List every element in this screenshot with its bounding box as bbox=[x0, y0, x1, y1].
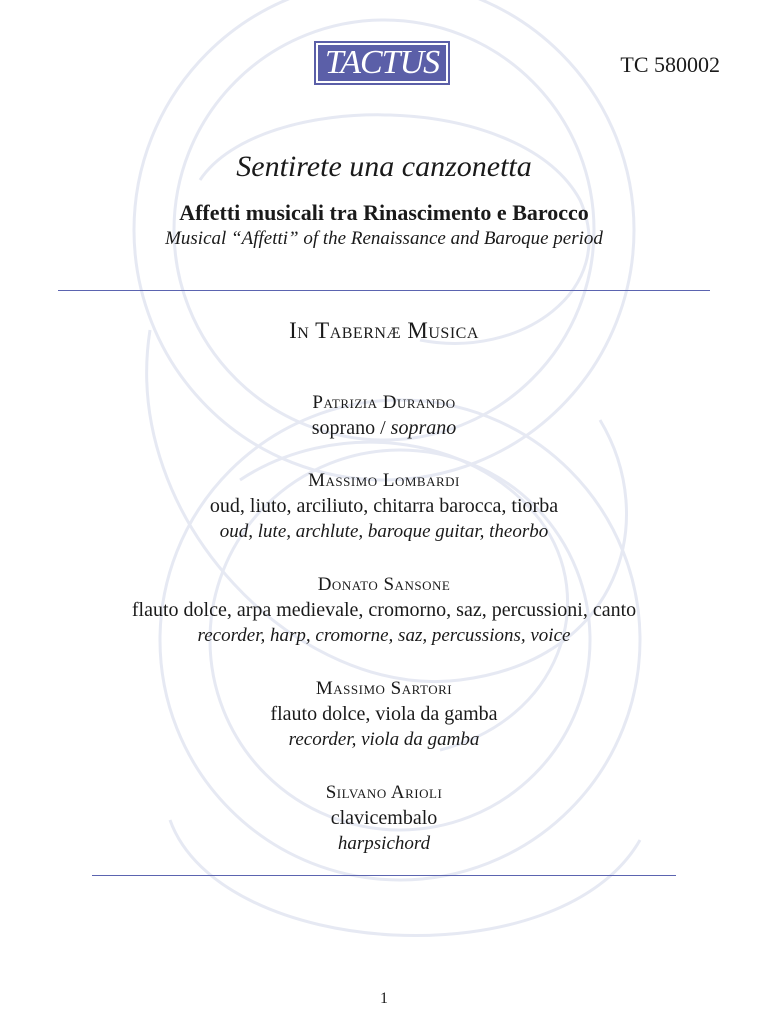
album-subtitle-english: Musical “Affetti” of the Renaissance and Baroque period bbox=[165, 228, 603, 249]
top-divider bbox=[58, 290, 710, 291]
album-title: Sentirete una canzonetta bbox=[236, 150, 532, 183]
performer-name: Massimo Lombardi bbox=[308, 470, 460, 491]
performer-instruments-italian: flauto dolce, arpa medievale, cromorno, saz, percussioni, canto bbox=[131, 599, 637, 621]
performer-name: Donato Sansone bbox=[317, 574, 451, 595]
bottom-divider bbox=[92, 875, 676, 876]
performer-instruments-italian: flauto dolce, viola da gamba bbox=[270, 703, 498, 725]
performer-instruments: soprano / soprano bbox=[311, 417, 457, 439]
tactus-logo bbox=[316, 43, 448, 83]
performer-name: Massimo Sartori bbox=[315, 678, 453, 699]
performer-instruments-italian: oud, liuto, arciliuto, chitarra barocca, tiorba bbox=[209, 495, 559, 517]
performer-instruments-english: harpsichord bbox=[337, 833, 431, 854]
album-subtitle-italian: Affetti musicali tra Rinascimento e Barocco bbox=[179, 200, 589, 225]
performer-instruments-english: oud, lute, archlute, baroque guitar, theorbo bbox=[219, 521, 549, 542]
performer-instruments-italian: soprano bbox=[311, 417, 376, 439]
performer-instruments-english: recorder, viola da gamba bbox=[288, 729, 480, 750]
page-number: 1 bbox=[380, 990, 388, 1007]
performer-instruments-italian: clavicembalo bbox=[330, 807, 438, 829]
performer-name: Patrizia Durando bbox=[312, 392, 456, 413]
catalog-number: TC 580002 bbox=[620, 52, 720, 77]
ensemble-name: In Tabernæ Musica bbox=[289, 318, 479, 343]
logo-text: TACTUS bbox=[324, 44, 440, 81]
performer-name: Silvano Arioli bbox=[325, 782, 443, 803]
performer-instruments-english: recorder, harp, cromorne, saz, percussions, voice bbox=[197, 625, 571, 646]
performer-instruments-english: soprano bbox=[390, 417, 457, 439]
